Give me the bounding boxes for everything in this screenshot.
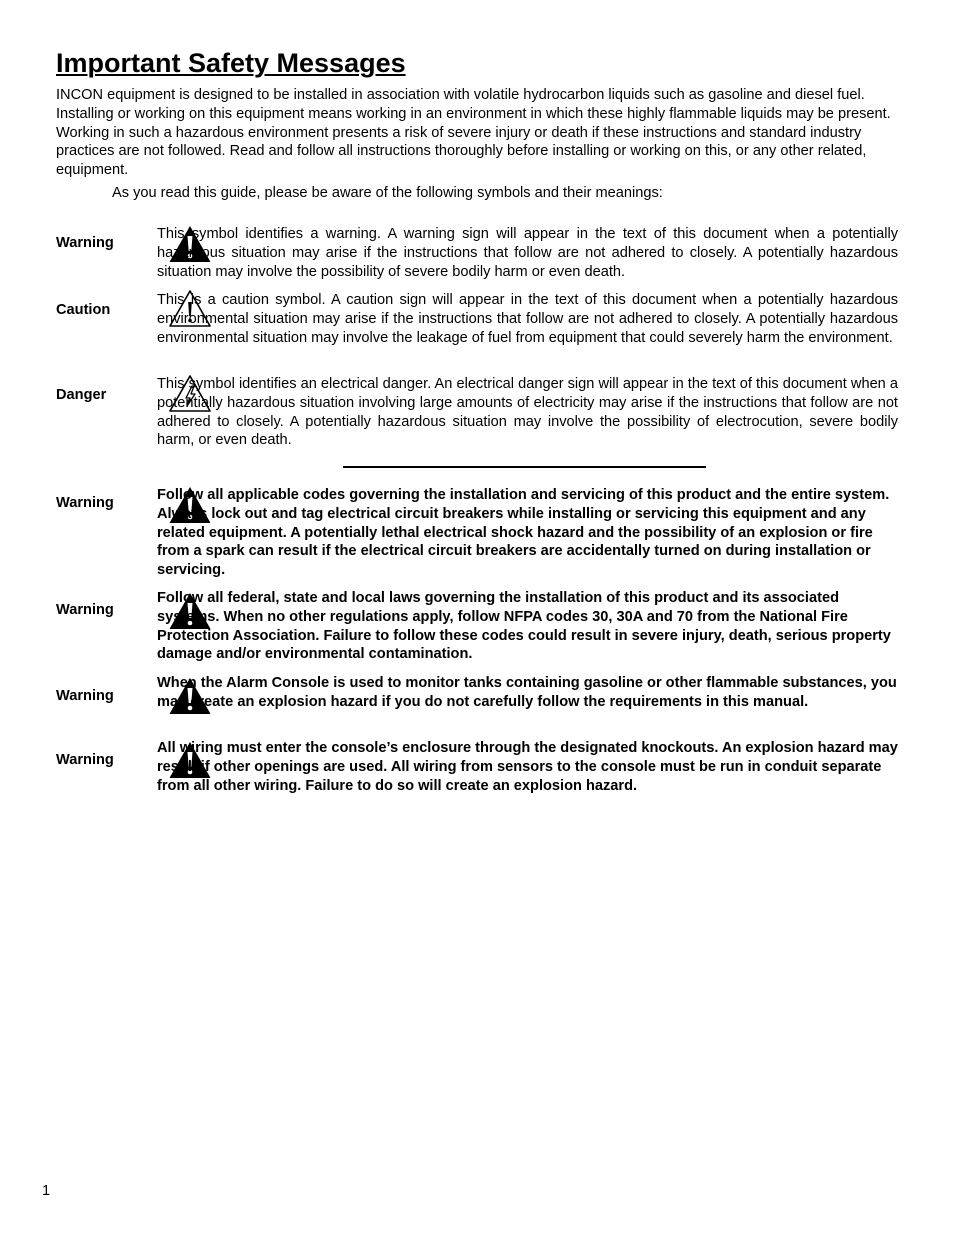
symbol-label: Caution [56, 302, 111, 318]
section-divider [343, 466, 706, 468]
page-number: 1 [42, 1183, 51, 1199]
warning-label: Warning [56, 495, 114, 511]
warning-text: Follow all applicable codes governing the installation and servicing of this product and the entire system. Always lock out and tag electrical circuit breakers while installing or servicing this equipment and any related equipment. A potentially lethal electrical shock hazard and the possibility of an explosion or fire from a spark can result if the electrical circuit breakers are accidentally turned on during installation or servicing. [157, 487, 890, 579]
warning-text: When the Alarm Console is used to monitor tanks containing gasoline or other flammable substances, you may create an explosion hazard if you do not carefully follow the requirements in this manual. [157, 675, 897, 710]
symbol-description: This is a caution symbol. A caution sign will appear in the text of this document when a potentially hazardous environmental situation may arise if the instructions that follow are not adhered to closely. A potentially hazardous environmental situation may involve the leakage of fuel from equipment that could severely harm the environment. [157, 292, 898, 346]
symbol-label: Warning [56, 235, 114, 251]
warning-label: Warning [56, 752, 114, 768]
warning-label: Warning [56, 688, 114, 704]
warning-label: Warning [56, 602, 114, 618]
warning-text: Follow all federal, state and local laws governing the installation of this product and its associated systems. When no other regulations apply, follow NFPA codes 30, 30A and 70 from the National Fire Protection Association. Failure to follow these codes could result in severe injury, death, serious property damage and/or environmental contamination. [157, 590, 891, 663]
intro-paragraph: INCON equipment is designed to be installed in association with volatile hydrocarbon liquids such as gasoline and diesel fuel. Installing or working on this equipment means working in an environment in which these highly flammable liquids may be present. Working in such a hazardous environment presents a risk of severe injury or death if these instructions and standard industry practices are not followed. Read and follow all instructions thoroughly before installing or working on this, or any other related, equipment. [56, 87, 891, 179]
symbol-description: This symbol identifies an electrical danger. An electrical danger sign will appear in the text of this document when a potentially hazardous situation involving large amounts of electricity may arise if the instructions that follow are not adhered to closely. A potentially hazardous situation may involve the possibility of electrocution, severe bodily harm, or even death. [157, 376, 898, 449]
symbol-description: This symbol identifies a warning. A warning sign will appear in the text of this document when a potentially hazardous situation may arise if the instructions that follow are not adhered to closely. A potentially hazardous situation may involve the possibility of severe bodily harm or even death. [157, 226, 898, 280]
warning-text: All wiring must enter the console’s enclosure through the designated knockouts. An explosion hazard may result if other openings are used. All wiring from sensors to the console must be run in conduit separate from all other wiring. Failure to do so will create an explosion hazard. [157, 740, 898, 794]
symbol-label: Danger [56, 387, 107, 403]
page-title: Important Safety Messages [56, 48, 406, 78]
symbols-lead: As you read this guide, please be aware of the following symbols and their meanings: [112, 185, 663, 201]
